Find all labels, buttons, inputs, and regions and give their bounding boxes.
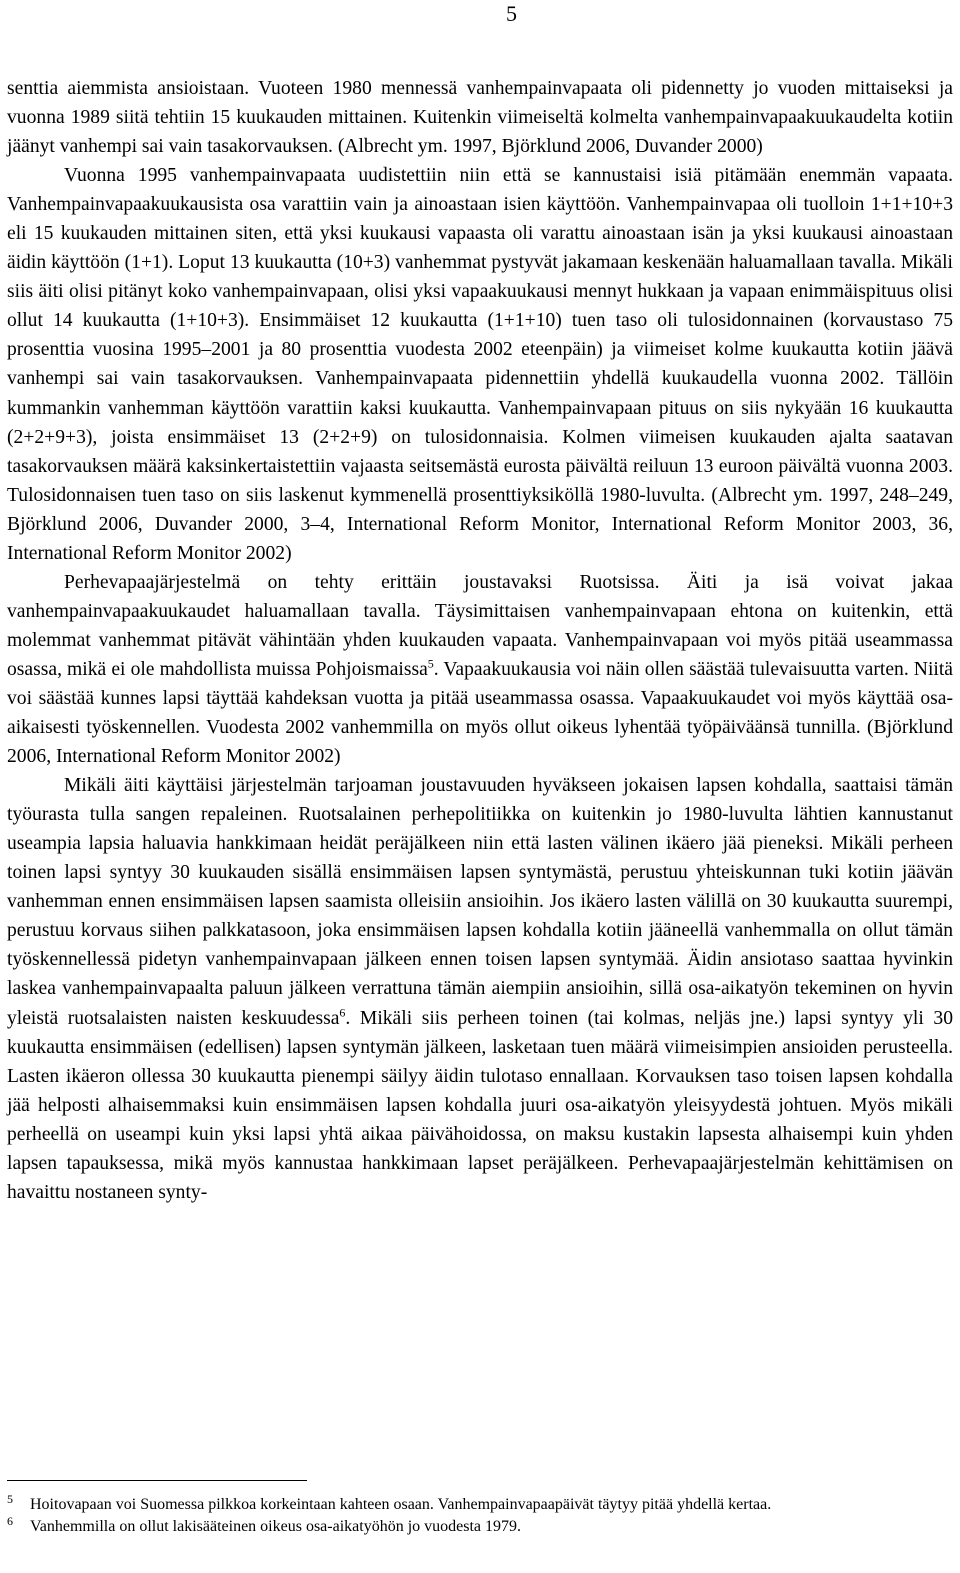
- paragraph-text: Perhevapaajärjestelmä on tehty erittäin joustavaksi Ruotsissa. Äiti ja isä voivat jakaa vanhempainvapaakuukaudet haluamallaan tavalla. Täysimittaisen vanhempainvapaan ehtona on kuitenkin, että molemmat vanhemmat pitävät vähintään yhden kuukauden vapaata. Vanhempainvapaan voi myös pitää useammassa osassa, mikä ei ole mahdollista muissa Pohjoismaissa: [7, 571, 953, 680]
- footnote: [7, 1494, 953, 1515]
- footnote-ref[interactable]: 5: [427, 656, 434, 671]
- body-text: [7, 74, 953, 1207]
- paragraph: [7, 771, 953, 1207]
- footnotes: [7, 1494, 953, 1537]
- footnote-ref[interactable]: 6: [339, 1004, 346, 1019]
- paragraph: Vuonna 1995 vanhempainvapaata uudistettiin niin että se kannustaisi isiä pitämään enemmän vapaata. Vanhempainvapaakuukausista osa varattiin vain ja ainoastaan isien käyttöön. Vanhempainvapaa oli tuolloin 1+1+10+3 eli 15 kuukauden mittainen siten, että yksi kuukausi vapaasta oli varattu ainoastaan isän ja yksi kuukausi ainoastaan äidin käyttöön (1+1). Loput 13 kuukautta (10+3) vanhemmat pystyvät jakamaan keskenään haluamallaan tavalla. Mikäli siis äiti olisi pitänyt koko vanhempainvapaan, olisi yksi vapaakuukausi mennyt hukkaan ja vapaan enimmäispituus olisi ollut 14 kuukautta (1+10+3). Ensimmäiset 12 kuukautta (1+1+10) tuen taso oli tulosidonnainen (korvaustaso 75 prosenttia vuosina 1995–2001 ja 80 prosenttia vuodesta 2002 eteenpäin) ja viimeiset kolme kuukautta kotiin jäävä vanhempi sai vain tasakorvauksen. Vanhempainvapaata pidennettiin yhdellä kuukaudella vuonna 2002. Tällöin kummankin vanhemman käyttöön varattiin kaksi kuukautta. Vanhempainvapaan pituus on siis nykyään 16 kuukautta (2+2+9+3), joista ensimmäiset 13 (2+2+9) on tulosidonnaisia. Kolmen viimeisen kuukauden ajalta saatavan tasakorvauksen määrä kaksinkertaistettiin vajaasta seitsemästä eurosta päivältä reiluun 13 euroon päivältä vuonna 2003. Tulosidonnaisen tuen taso on siis laskenut kymmenellä prosenttiyksiköllä 1980-luvulta. (Albrecht ym. 1997, 248–249, Björklund 2006, Duvander 2000, 3–4, International Reform Monitor, International Reform Monitor 2003, 36, International Reform Monitor 2002): [7, 165, 953, 564]
- paragraph: senttia aiemmista ansioistaan. Vuoteen 1980 mennessä vanhempainvapaata oli pidennetty jo vuoden mittaiseksi ja vuonna 1989 siitä tehtiin 15 kuukauden mittainen. Kuitenkin viimeiseltä kolmelta vanhempainvapaakuukaudelta kotiin jäänyt vanhempi sai vain tasakorvauksen. (Albrecht ym. 1997, Björklund 2006, Duvander 2000): [7, 78, 953, 158]
- page-number: 5: [506, 1, 517, 26]
- paragraph: [7, 568, 953, 771]
- footnote-divider: [7, 1480, 307, 1481]
- paragraph-text: Mikäli äiti käyttäisi järjestelmän tarjoaman joustavuuden hyväkseen jokaisen lapsen kohdalla, saattaisi tämän työurasta tulla sangen repaleinen. Ruotsalainen perhepolitiikka on kuitenkin jo 1980-luvulta lähtien kannustanut useampia lapsia haluavia hankkimaan heidät peräjälkeen niin että lasten välinen ikäero jää pieneksi. Mikäli perheen toinen lapsi syntyy 30 kuukauden sisällä ensimmäisen lapsen syntymästä, perustuu yhteiskunnan tuki kotiin jäävän vanhemman ennen ensimmäisen lapsen saamista olleisiin ansioihin. Jos ikäero lasten välillä on 30 kuukautta suurempi, perustuu korvaus siihen palkkatasoon, joka ensimmäisen lapsen kohdalla kotiin jääneellä vanhemmalla on ollut tämän työskennellessä pidetyn vanhempainvapaan jälkeen ennen toisen lapsen syntymää. Äidin ansiotaso saattaa hyvinkin laskea vanhempainvapaalta paluun jälkeen verrattuna tämän aiempiin ansioihin, sillä osa-aikatyön tekeminen on hyvin yleistä ruotsalaisten naisten keskuudessa: [7, 775, 953, 1029]
- paragraph-text: . Vapaakuukausia voi näin ollen säästää tulevaisuutta varten. Niitä voi säästää kunnes lapsi täyttää kahdeksan vuotta ja pitää useammassa osassa. Vapaakuukaudet voi myös käyttää osa-aikaisesti työskennellen. Vuodesta 2002 vanhemmilla on myös ollut oikeus lyhentää työpäiväänsä tunnilla. (Björklund 2006, International Reform Monitor 2002): [7, 658, 953, 768]
- footnote: [7, 1516, 953, 1537]
- footnote-text: Vanhemmilla on ollut lakisääteinen oikeus osa-aikatyöhön jo vuodesta 1979.: [30, 1518, 522, 1535]
- paragraph-text: . Mikäli siis perheen toinen (tai kolmas, neljäs jne.) lapsi syntyy yli 30 kuukautta ensimmäisen (edellisen) lapsen syntymän jälkeen, lasketaan tuen määrä viimeisimpien ansioiden perusteella. Lasten ikäeron ollessa 30 kuukautta pienempi säilyy äidin tulotaso ennallaan. Korvauksen taso toisen lapsen kohdalla jää helposti alhaisemmaksi kuin ensimmäisen lapsen kohdalla juuri osa-aikatyön yleisyydestä johtuen. Myös mikäli perheellä on useampi kuin yksi lapsi yhtä aikaa päivähoidossa, on maksu kustakin lapsesta alhaisempi kuin yhden lapsen tapauksessa, mikä myös kannustaa hankkimaan lapset peräjälkeen. Perhevapaajärjestelmän kehittämisen on havaittu nostaneen synty-: [7, 1007, 953, 1203]
- footnote-number: 5: [7, 1492, 13, 1506]
- footnote-number: 6: [7, 1514, 13, 1528]
- footnote-text: Hoitovapaan voi Suomessa pilkkoa korkeintaan kahteen osaan. Vanhempainvapaapäivät täytyy pitää yhdellä kertaa.: [30, 1496, 772, 1513]
